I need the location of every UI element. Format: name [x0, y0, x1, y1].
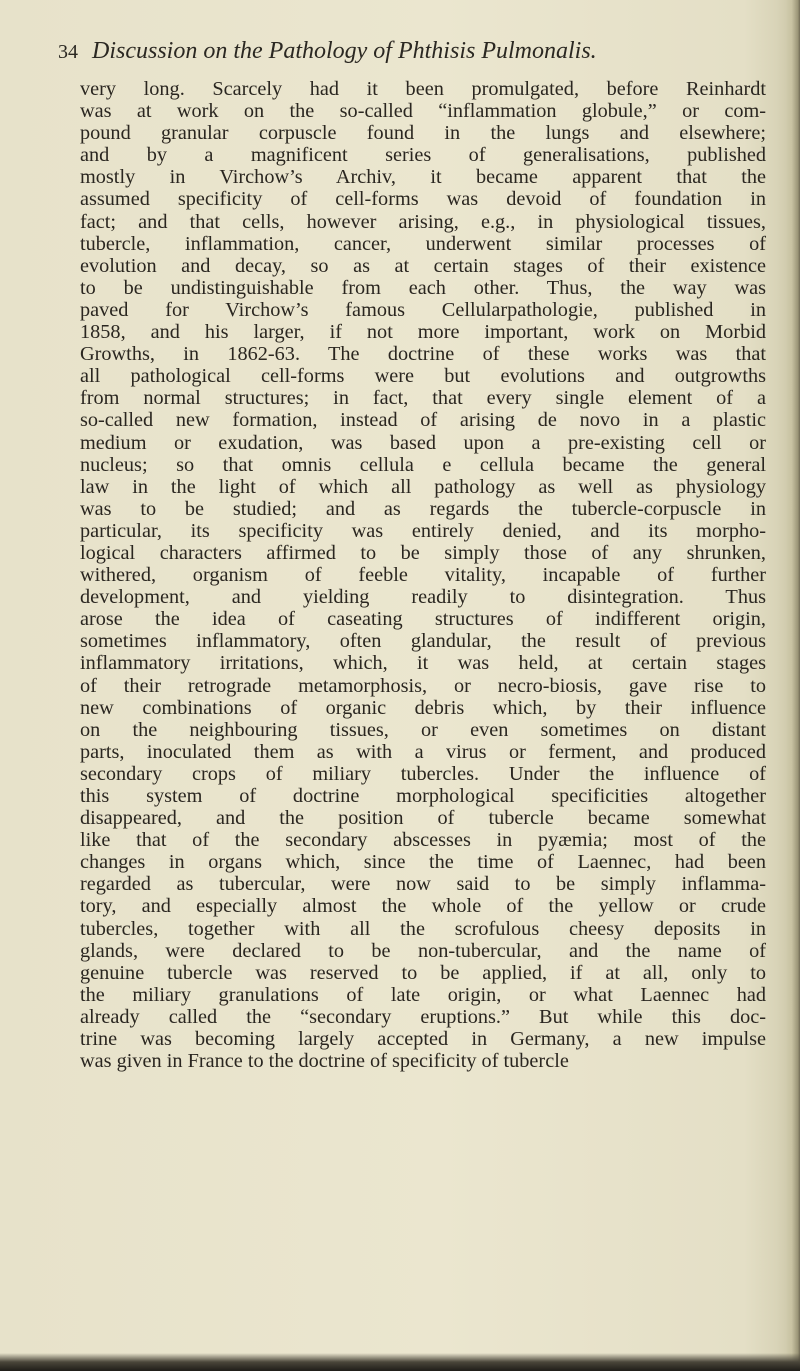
text-line: on the neighbouring tissues, or even sometimes on distant: [80, 718, 766, 741]
text-line: was given in France to the doctrine of specificity of tubercle: [80, 1050, 569, 1073]
text-line: logical characters affirmed to be simply those of any shrunken,: [80, 541, 766, 564]
text-line: genuine tubercle was reserved to be applied, if at all, only to: [80, 961, 766, 984]
text-line: already called the “secondary eruptions.” But while this doc-: [80, 1005, 766, 1028]
text-line: secondary crops of miliary tubercles. Under the influence of: [80, 762, 766, 785]
text-line: the miliary granulations of late origin, or what Laennec had: [80, 983, 766, 1006]
text-line: changes in organs which, since the time of Laennec, had been: [80, 851, 766, 874]
body-text: [80, 78, 766, 1072]
text-line: very long. Scarcely had it been promulgated, before Reinhardt: [80, 78, 766, 100]
text-line: was at work on the so-called “inflammation globule,” or com-: [80, 100, 766, 123]
text-line: arose the idea of caseating structures of indifferent origin,: [80, 608, 766, 631]
text-line: from normal structures; in fact, that every single element of a: [80, 387, 766, 410]
page-edge-shadow: [786, 0, 800, 1371]
text-line: 1858, and his larger, if not more important, work on Morbid: [80, 321, 766, 344]
text-line: tubercles, together with all the scrofulous cheesy deposits in: [80, 917, 766, 940]
text-line: paved for Virchow’s famous Cellularpathologie, published in: [80, 298, 766, 321]
page-number: 34: [58, 41, 78, 63]
text-line: disappeared, and the position of tubercle became somewhat: [80, 807, 766, 830]
text-line: like that of the secondary abscesses in pyæmia; most of the: [80, 829, 766, 852]
text-line: nucleus; so that omnis cellula e cellula became the general: [80, 453, 766, 476]
text-line: trine was becoming largely accepted in Germany, a new impulse: [80, 1028, 766, 1051]
text-line: assumed specificity of cell-forms was devoid of foundation in: [80, 188, 766, 211]
text-line: mostly in Virchow’s Archiv, it became apparent that the: [80, 166, 766, 189]
text-line: particular, its specificity was entirely denied, and its morpho-: [80, 519, 766, 542]
running-header: [58, 38, 758, 70]
text-line: so-called new formation, instead of arising de novo in a plastic: [80, 409, 766, 432]
text-line: parts, inoculated them as with a virus or ferment, and produced: [80, 740, 766, 763]
text-line: was to be studied; and as regards the tubercle-corpuscle in: [80, 497, 766, 520]
text-line: withered, organism of feeble vitality, incapable of further: [80, 564, 766, 587]
text-line: fact; and that cells, however arising, e.g., in physiological tissues,: [80, 210, 766, 233]
text-line: inflammatory irritations, which, it was held, at certain stages: [80, 652, 766, 675]
text-line: development, and yielding readily to disintegration. Thus: [80, 586, 766, 609]
text-line: tory, and especially almost the whole of the yellow or crude: [80, 895, 766, 918]
page-bottom-shadow: [0, 1353, 800, 1371]
text-line: evolution and decay, so as at certain stages of their existence: [80, 254, 766, 277]
text-line: sometimes inflammatory, often glandular, the result of previous: [80, 630, 766, 653]
text-line: of their retrograde metamorphosis, or necro-biosis, gave rise to: [80, 674, 766, 697]
text-line: all pathological cell-forms were but evolutions and outgrowths: [80, 365, 766, 388]
text-line: tubercle, inflammation, cancer, underwent similar processes of: [80, 232, 766, 255]
text-line: new combinations of organic debris which, by their influence: [80, 696, 766, 719]
text-line: to be undistinguishable from each other. Thus, the way was: [80, 276, 766, 299]
text-line: and by a magnificent series of generalisations, published: [80, 144, 766, 167]
text-line: this system of doctrine morphological specificities altogether: [80, 785, 766, 807]
text-line: medium or exudation, was based upon a pre-existing cell or: [80, 431, 766, 454]
text-line: law in the light of which all pathology as well as physiology: [80, 475, 766, 498]
text-line: glands, were declared to be non-tubercular, and the name of: [80, 939, 766, 962]
text-line: pound granular corpuscle found in the lungs and elsewhere;: [80, 122, 766, 145]
running-title: Discussion on the Pathology of Phthisis Pulmonalis.: [92, 38, 597, 64]
text-line: Growths, in 1862-63. The doctrine of these works was that: [80, 343, 766, 366]
text-line: regarded as tubercular, were now said to be simply inflamma-: [80, 873, 766, 896]
